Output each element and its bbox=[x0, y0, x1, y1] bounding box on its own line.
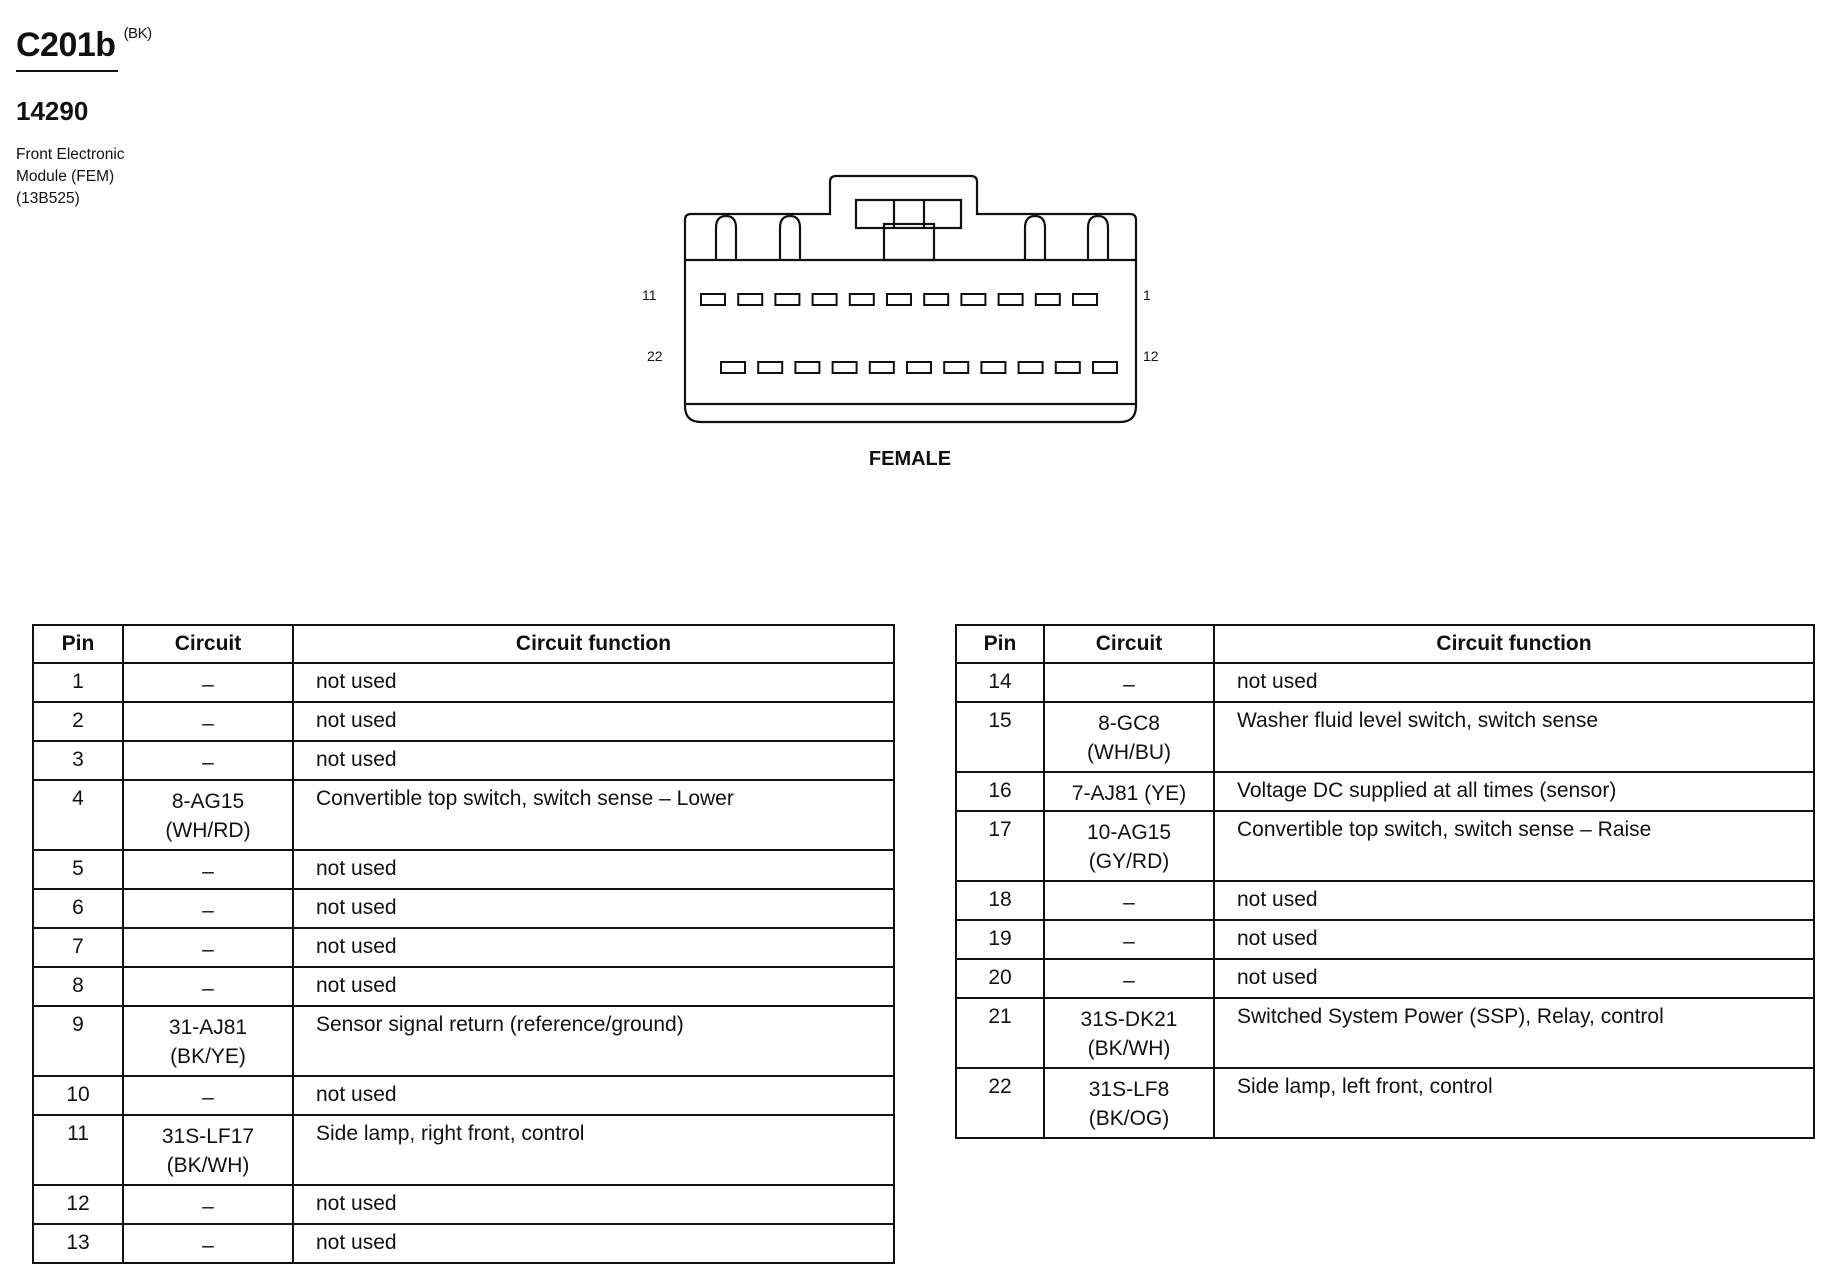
pin-label-11: 11 bbox=[642, 287, 657, 303]
pin-number: 4 bbox=[33, 780, 123, 850]
pin-label-1: 1 bbox=[1143, 287, 1151, 303]
pin-cavity bbox=[833, 362, 857, 373]
circuit-function: Convertible top switch, switch sense – Raise bbox=[1214, 811, 1814, 881]
circuit-cell bbox=[123, 967, 293, 1006]
circuit-function: not used bbox=[293, 663, 894, 702]
header-pin: Pin bbox=[33, 625, 123, 663]
pin-number: 22 bbox=[956, 1068, 1044, 1138]
circuit-line: (BK/YE) bbox=[170, 1045, 246, 1068]
table-row bbox=[956, 920, 1814, 959]
circuit-cell bbox=[123, 663, 293, 702]
pin-cavity bbox=[795, 362, 819, 373]
table-header-row bbox=[33, 625, 894, 663]
part-number: 14290 bbox=[16, 96, 89, 126]
pin-number: 6 bbox=[33, 889, 123, 928]
circuit-function: not used bbox=[1214, 881, 1814, 920]
circuit-line: 31S-DK21 bbox=[1080, 1008, 1178, 1031]
table-row bbox=[33, 741, 894, 780]
circuit-function: Sensor signal return (reference/ground) bbox=[293, 1006, 894, 1076]
title-underline bbox=[16, 70, 118, 72]
connector-face-diagram bbox=[640, 168, 1200, 438]
pin-cavity bbox=[738, 294, 762, 305]
pin-number: 12 bbox=[33, 1185, 123, 1224]
circuit-line: – bbox=[202, 712, 214, 735]
pin-cavity bbox=[775, 294, 799, 305]
table-row bbox=[33, 928, 894, 967]
circuit-cell bbox=[123, 850, 293, 889]
header-pin: Pin bbox=[956, 625, 1044, 663]
circuit-cell bbox=[123, 702, 293, 741]
circuit-function: not used bbox=[293, 1185, 894, 1224]
circuit-line: – bbox=[202, 1086, 214, 1109]
circuit-cell bbox=[1044, 920, 1214, 959]
circuit-function: not used bbox=[293, 1224, 894, 1263]
pin-number: 10 bbox=[33, 1076, 123, 1115]
circuit-cell bbox=[123, 889, 293, 928]
circuit-line: – bbox=[202, 938, 214, 961]
table-row bbox=[33, 1076, 894, 1115]
table-row bbox=[33, 1115, 894, 1185]
circuit-line: – bbox=[202, 751, 214, 774]
pin-cavity bbox=[721, 362, 745, 373]
circuit-line: 8-AG15 bbox=[171, 790, 245, 813]
pin-number: 13 bbox=[33, 1224, 123, 1263]
circuit-line: – bbox=[1123, 969, 1135, 992]
table-row bbox=[33, 889, 894, 928]
pin-number: 7 bbox=[33, 928, 123, 967]
circuit-line: 31S-LF8 bbox=[1088, 1078, 1170, 1101]
circuit-cell bbox=[123, 1006, 293, 1076]
pin-label-12: 12 bbox=[1143, 348, 1159, 364]
circuit-function: not used bbox=[293, 1076, 894, 1115]
module-line: Front Electronic bbox=[16, 146, 125, 163]
circuit-function: not used bbox=[293, 702, 894, 741]
table-row bbox=[956, 998, 1814, 1068]
pin-number: 17 bbox=[956, 811, 1044, 881]
circuit-function: not used bbox=[293, 889, 894, 928]
circuit-line: – bbox=[1123, 891, 1135, 914]
circuit-line: 10-AG15 bbox=[1086, 821, 1172, 844]
circuit-cell bbox=[1044, 881, 1214, 920]
circuit-line: – bbox=[1123, 930, 1135, 953]
circuit-line: – bbox=[1123, 673, 1135, 696]
connector-color: (BK) bbox=[123, 24, 152, 42]
pin-number: 3 bbox=[33, 741, 123, 780]
circuit-cell bbox=[1044, 772, 1214, 811]
circuit-line: – bbox=[202, 977, 214, 1000]
circuit-line: – bbox=[202, 860, 214, 883]
pin-cavity bbox=[1056, 362, 1080, 373]
circuit-cell bbox=[123, 780, 293, 850]
circuit-line: – bbox=[202, 1195, 214, 1218]
pin-cavity bbox=[907, 362, 931, 373]
module-line: Module (FEM) bbox=[16, 168, 115, 185]
pin-cavity bbox=[1036, 294, 1060, 305]
header-circuit-function: Circuit function bbox=[293, 625, 894, 663]
pin-number: 1 bbox=[33, 663, 123, 702]
pin-number: 14 bbox=[956, 663, 1044, 702]
pin-number: 15 bbox=[956, 702, 1044, 772]
pin-cavity bbox=[1019, 362, 1043, 373]
pin-number: 19 bbox=[956, 920, 1044, 959]
female-view-label: FEMALE bbox=[868, 448, 952, 470]
circuit-line: – bbox=[202, 899, 214, 922]
pin-label-22: 22 bbox=[647, 348, 663, 364]
pin-cavity bbox=[961, 294, 985, 305]
pin-number: 20 bbox=[956, 959, 1044, 998]
table-row bbox=[33, 1006, 894, 1076]
circuit-cell bbox=[123, 1076, 293, 1115]
circuit-cell bbox=[123, 1185, 293, 1224]
circuit-cell bbox=[123, 928, 293, 967]
circuit-function: not used bbox=[293, 928, 894, 967]
circuit-line: (WH/RD) bbox=[165, 819, 251, 842]
circuit-line: 31S-LF17 bbox=[161, 1125, 255, 1148]
table-row bbox=[33, 663, 894, 702]
pin-table-right bbox=[955, 624, 1815, 1139]
circuit-cell bbox=[123, 741, 293, 780]
table-row bbox=[956, 702, 1814, 772]
table-row bbox=[956, 881, 1814, 920]
table-row bbox=[956, 663, 1814, 702]
pin-cavity bbox=[944, 362, 968, 373]
table-row bbox=[33, 702, 894, 741]
table-row bbox=[956, 1068, 1814, 1138]
pin-cavity bbox=[887, 294, 911, 305]
circuit-function: not used bbox=[293, 967, 894, 1006]
circuit-function: not used bbox=[1214, 959, 1814, 998]
circuit-line: 31-AJ81 bbox=[168, 1016, 248, 1039]
pin-number: 2 bbox=[33, 702, 123, 741]
circuit-line: – bbox=[202, 673, 214, 696]
circuit-line: (WH/BU) bbox=[1087, 741, 1171, 764]
header-circuit: Circuit bbox=[1044, 625, 1214, 663]
circuit-line: 7-AJ81 (YE) bbox=[1071, 782, 1187, 805]
connector-title bbox=[16, 26, 152, 65]
circuit-line: (BK/WH) bbox=[166, 1154, 250, 1177]
circuit-function: not used bbox=[1214, 663, 1814, 702]
circuit-function: not used bbox=[1214, 920, 1814, 959]
pin-cavity bbox=[758, 362, 782, 373]
circuit-cell bbox=[1044, 811, 1214, 881]
pin-cavity bbox=[981, 362, 1005, 373]
pin-table-left bbox=[32, 624, 895, 1264]
table-row bbox=[33, 1185, 894, 1224]
pin-cavity bbox=[999, 294, 1023, 305]
connector-id: C201b bbox=[16, 26, 116, 64]
circuit-cell bbox=[123, 1115, 293, 1185]
pin-cavity bbox=[813, 294, 837, 305]
pin-cavity-row-top bbox=[701, 294, 1097, 305]
circuit-cell bbox=[123, 1224, 293, 1263]
circuit-function: Side lamp, right front, control bbox=[293, 1115, 894, 1185]
pin-number: 5 bbox=[33, 850, 123, 889]
circuit-function: Voltage DC supplied at all times (sensor) bbox=[1214, 772, 1814, 811]
table-row bbox=[956, 959, 1814, 998]
table-row bbox=[33, 850, 894, 889]
pin-number: 21 bbox=[956, 998, 1044, 1068]
pin-cavity-row-bottom bbox=[721, 362, 1117, 373]
pin-cavity bbox=[850, 294, 874, 305]
header-circuit: Circuit bbox=[123, 625, 293, 663]
pin-cavity bbox=[701, 294, 725, 305]
circuit-function: Convertible top switch, switch sense – Lower bbox=[293, 780, 894, 850]
table-header-row bbox=[956, 625, 1814, 663]
pin-cavity bbox=[1073, 294, 1097, 305]
pin-number: 18 bbox=[956, 881, 1044, 920]
module-line: (13B525) bbox=[16, 190, 80, 207]
circuit-line: – bbox=[202, 1234, 214, 1257]
pin-cavity bbox=[870, 362, 894, 373]
pin-number: 11 bbox=[33, 1115, 123, 1185]
circuit-line: (GY/RD) bbox=[1088, 850, 1170, 873]
pin-cavity bbox=[1093, 362, 1117, 373]
circuit-cell bbox=[1044, 1068, 1214, 1138]
circuit-cell bbox=[1044, 663, 1214, 702]
table-row bbox=[33, 967, 894, 1006]
table-row bbox=[956, 811, 1814, 881]
circuit-line: 8-GC8 bbox=[1098, 712, 1160, 735]
circuit-line: (BK/OG) bbox=[1088, 1107, 1170, 1130]
circuit-cell bbox=[1044, 702, 1214, 772]
pin-number: 8 bbox=[33, 967, 123, 1006]
pin-cavity bbox=[924, 294, 948, 305]
table-row bbox=[956, 772, 1814, 811]
table-row bbox=[33, 1224, 894, 1263]
header-circuit-function: Circuit function bbox=[1214, 625, 1814, 663]
module-description bbox=[16, 144, 216, 210]
circuit-line: (BK/WH) bbox=[1087, 1037, 1171, 1060]
table-row bbox=[33, 780, 894, 850]
pin-number: 9 bbox=[33, 1006, 123, 1076]
circuit-function: Washer fluid level switch, switch sense bbox=[1214, 702, 1814, 772]
circuit-function: Side lamp, left front, control bbox=[1214, 1068, 1814, 1138]
circuit-function: Switched System Power (SSP), Relay, control bbox=[1214, 998, 1814, 1068]
circuit-cell bbox=[1044, 959, 1214, 998]
circuit-cell bbox=[1044, 998, 1214, 1068]
circuit-function: not used bbox=[293, 850, 894, 889]
circuit-function: not used bbox=[293, 741, 894, 780]
pin-number: 16 bbox=[956, 772, 1044, 811]
